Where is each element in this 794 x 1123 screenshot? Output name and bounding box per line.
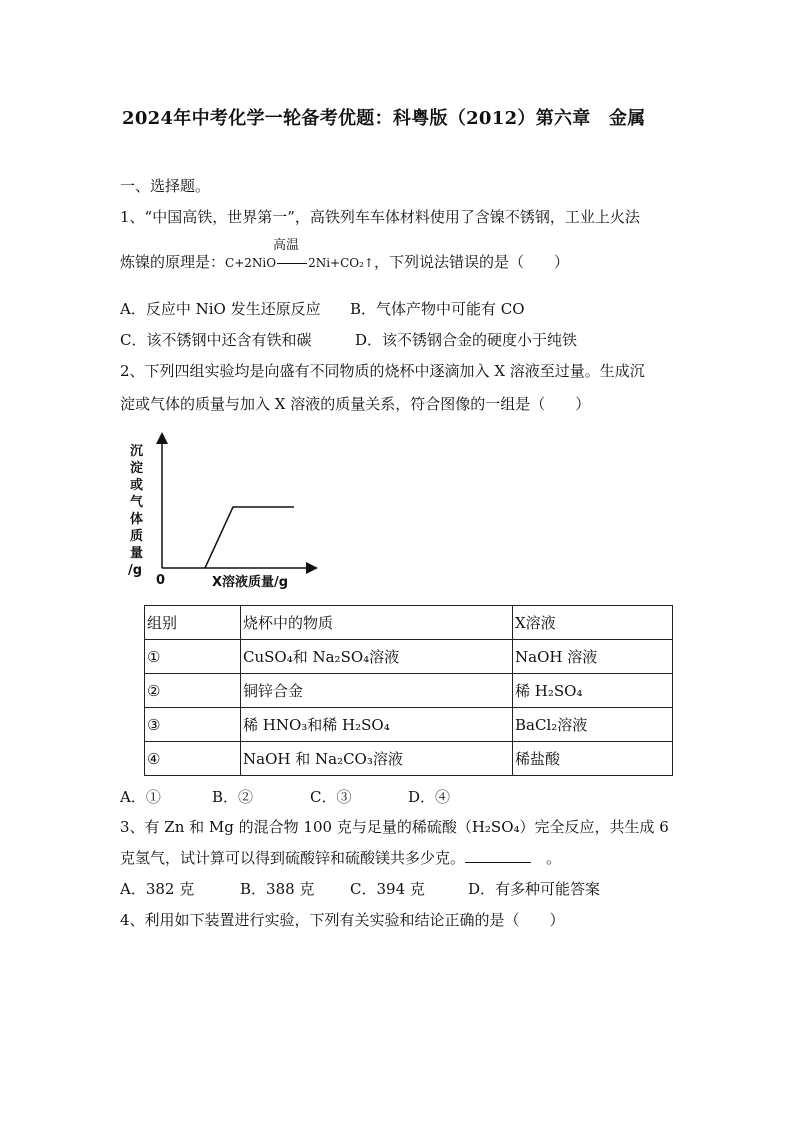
x-solution-cell: NaOH 溶液 <box>513 640 673 674</box>
table-row <box>145 674 673 708</box>
q3-stem-line2 <box>120 847 561 869</box>
graph-line <box>205 507 294 568</box>
y-label-char: 沉 <box>130 444 144 459</box>
formula-reactants: C+2NiO <box>225 256 277 270</box>
substance-cell: 铜锌合金 <box>241 674 513 708</box>
header-cell: 烧杯中的物质 <box>241 606 513 640</box>
y-label-char: 气 <box>130 495 144 510</box>
q1-option-d: D．该不锈钢合金的硬度小于纯铁 <box>355 331 578 349</box>
q2-option-b: B．② <box>212 788 254 806</box>
reaction-condition: 高温 <box>273 238 300 253</box>
q4-stem-line1: 4、利用如下装置进行实验，下列有关实验和结论正确的是（ ） <box>120 911 565 929</box>
q3-option-d: D．有多种可能答案 <box>468 880 601 898</box>
answer-blank <box>465 848 531 863</box>
q2-stem-line1: 2、下列四组实验均是向盛有不同物质的烧杯中逐滴加入 X 溶液至过量。生成沉 <box>120 362 645 380</box>
reaction-arrow <box>277 263 307 264</box>
x-solution-cell: BaCl₂溶液 <box>513 708 673 742</box>
q3-option-c: C．394 克 <box>350 880 425 898</box>
substance-cell: CuSO₄和 Na₂SO₄溶液 <box>241 640 513 674</box>
q2-option-a: A．① <box>120 788 161 806</box>
header-cell: 组别 <box>145 606 241 640</box>
q2-stem-line2: 淀或气体的质量与加入 X 溶液的质量关系，符合图像的一组是（ ） <box>120 395 591 413</box>
y-label-char: /g <box>128 563 143 578</box>
q1-stem-line1: 1、“中国高铁，世界第一”，高铁列车车体材料使用了含镍不锈钢，工业上火法 <box>120 208 640 226</box>
q3-option-a: A．382 克 <box>120 880 195 898</box>
x-solution-cell: 稀盐酸 <box>513 742 673 776</box>
header-cell: X溶液 <box>513 606 673 640</box>
mass-graph <box>120 430 320 598</box>
experiment-table <box>144 605 673 776</box>
y-axis-label <box>128 443 144 578</box>
q3-stem-line1: 3、有 Zn 和 Mg 的混合物 100 克与足量的稀硫酸（H₂SO₄）完全反应，共生成 6 <box>120 818 669 836</box>
reaction-equation <box>225 238 374 274</box>
q1-stem-line2 <box>120 238 569 274</box>
y-label-char: 淀 <box>130 461 144 476</box>
q1-stem-suffix: ，下列说法错误的是（ ） <box>373 253 569 271</box>
q3-option-b: B．388 克 <box>240 880 315 898</box>
y-label-char: 质 <box>130 529 144 544</box>
q3-stem-suffix: 。 <box>531 849 562 867</box>
q2-option-c: C．③ <box>310 788 352 806</box>
origin-label: 0 <box>156 573 166 588</box>
page-title: 2024年中考化学一轮备考优题：科粤版（2012）第六章 金属 <box>122 108 646 129</box>
q1-stem-prefix: 炼镍的原理是： <box>120 253 226 271</box>
y-label-char: 或 <box>130 478 144 493</box>
substance-cell: 稀 HNO₃和稀 H₂SO₄ <box>241 708 513 742</box>
q1-option-c: C．该不锈钢中还含有铁和碳 <box>120 331 312 349</box>
y-label-char: 体 <box>130 512 144 527</box>
section-heading: 一、选择题。 <box>120 177 211 195</box>
group-cell: ② <box>145 674 241 708</box>
q3-stem-prefix: 克氢气，试计算可以得到硫酸锌和硫酸镁共多少克。 <box>120 849 466 867</box>
group-cell: ① <box>145 640 241 674</box>
table-row <box>145 708 673 742</box>
group-cell: ④ <box>145 742 241 776</box>
q2-option-d: D．④ <box>408 788 451 806</box>
x-solution-cell: 稀 H₂SO₄ <box>513 674 673 708</box>
y-label-char: 量 <box>130 546 144 561</box>
formula-products: 2Ni+CO₂↑ <box>308 256 374 270</box>
q1-option-a: A．反应中 NiO 发生还原反应 <box>120 300 321 318</box>
table-row <box>145 742 673 776</box>
table-header-row <box>145 606 673 640</box>
x-axis-label: X溶液质量/g <box>212 575 289 590</box>
group-cell: ③ <box>145 708 241 742</box>
table-row <box>145 640 673 674</box>
q1-option-b: B．气体产物中可能有 CO <box>350 300 525 318</box>
substance-cell: NaOH 和 Na₂CO₃溶液 <box>241 742 513 776</box>
